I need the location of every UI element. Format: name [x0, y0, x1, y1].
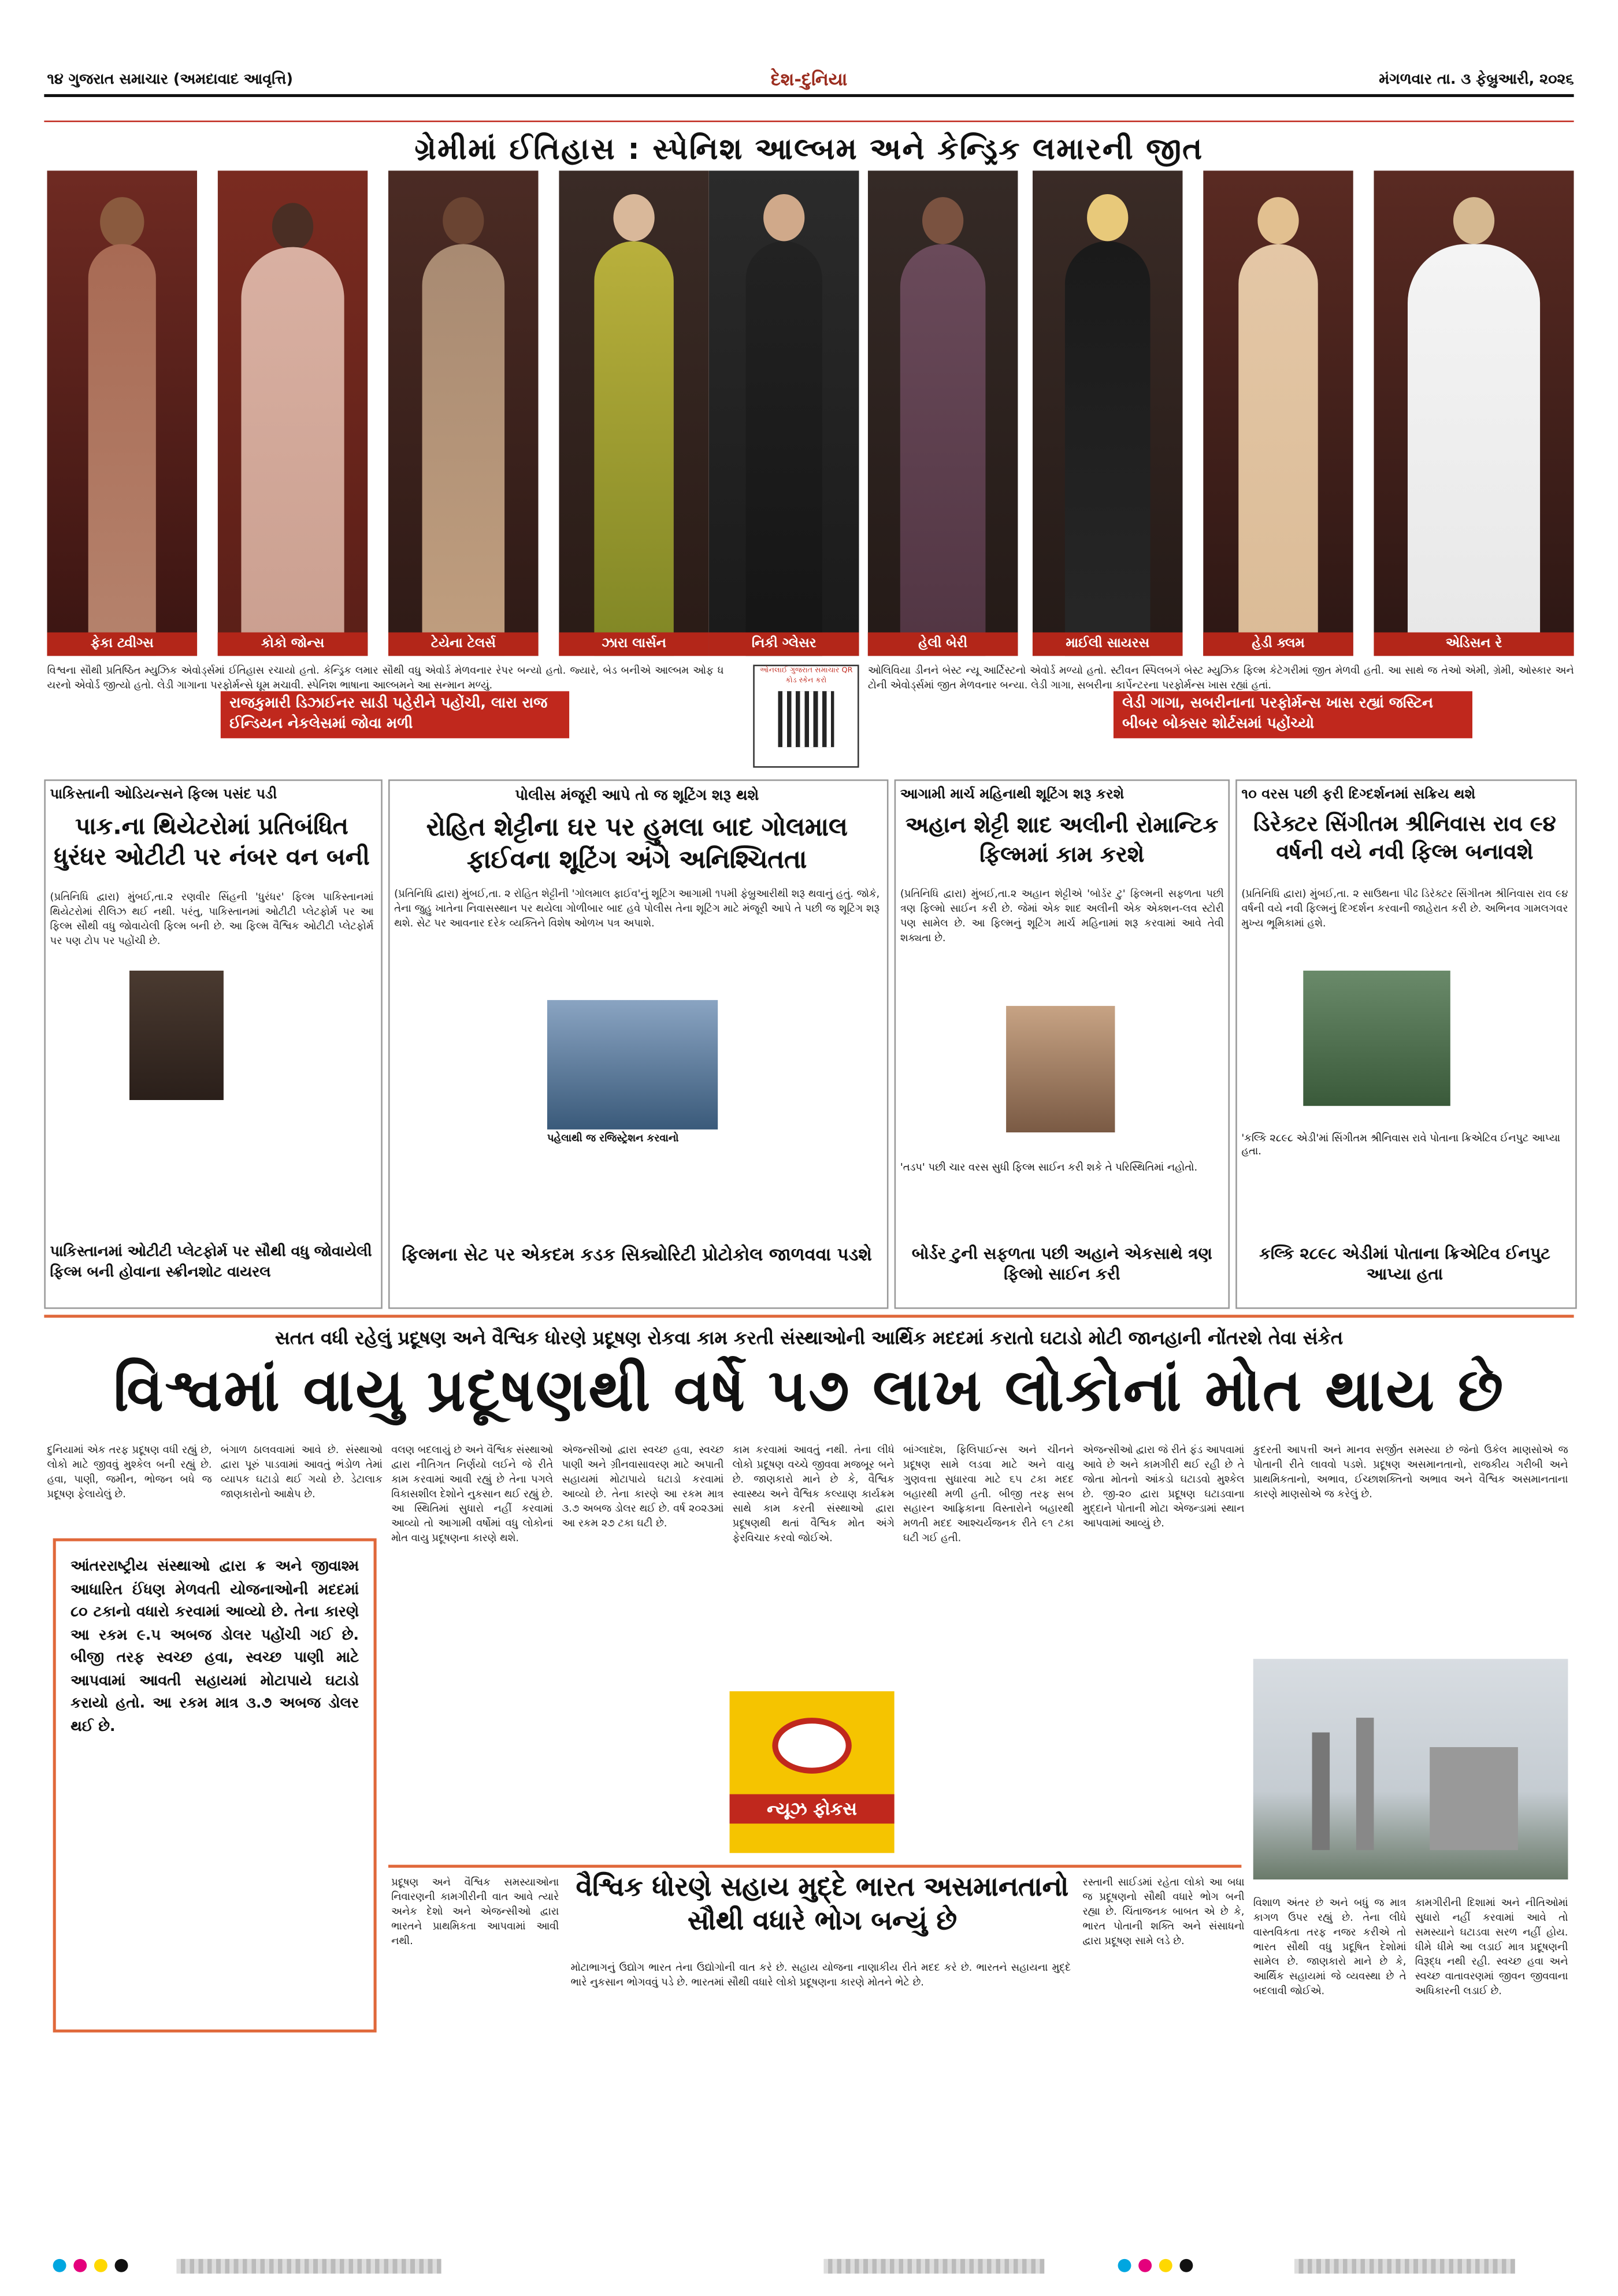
masthead-left: ૧૪ ગુજરાત સમાચાર (અમદાવાદ આવૃત્તિ): [47, 72, 294, 88]
story-3-kicker: આગામી માર્ચ મહિનાથી શૂટિંગ શરૂ કરશે: [900, 786, 1125, 803]
section-label: દેશ-દુનિયા: [770, 69, 848, 90]
story-1-kicker: પાકિસ્તાની ઓડિયન્સને ફિલ્મ પસંદ પડી: [50, 786, 277, 803]
caption-5: નિકી ગ્લેસર: [709, 633, 859, 656]
print-bar-2: [823, 2259, 1044, 2273]
title-rule: [44, 121, 1574, 122]
story-2-photo: [547, 1000, 718, 1130]
story-4-footer: કલ્કિ ૨૮૯૮ એડીમાં પોતાના ક્રિએટિવ ઈનપુટ આપ્યા હતા: [1259, 1244, 1550, 1284]
pollution-body-12: વિશાળ અંતર છે અને બધું જ માત્ર કાગળ ઉપર રહ્યું છે. તેના લીધે વાસ્તવિકતા તરફ નજર કરીએ તો ભારત સૌથી વધુ પ્રદૂષિત દેશોમાં સામેલ છે. જાણકારો માને છે કે, આર્થિક સહાયમાં જે વ્યવસ્થા છે તે બદલાવી જોઈએ.: [1253, 1897, 1407, 1997]
photo-3: [388, 170, 539, 656]
reg-cyan-2: [1118, 2259, 1131, 2272]
reg-yellow: [94, 2259, 107, 2272]
pollution-deck: સતત વધી રહેલું પ્રદૂષણ અને વૈશ્વિક ધોરણે પ્રદૂષણ રોકવા કામ કરતી સંસ્થાઓની આર્થિક મદદમાં કરાતો ઘટાડો મોટી જાનહાની નોંતરશે તેવા સંકેત: [274, 1326, 1344, 1349]
reg-black: [115, 2259, 128, 2272]
subhead-rule: [388, 1865, 1241, 1868]
caption-9: એડિસન રે: [1374, 633, 1574, 656]
news-focus-logo: [730, 1691, 895, 1853]
masthead-rule: [44, 94, 1574, 97]
pollution-body-9: પ્રદૂષણ અને વૈશ્વિક સમસ્યાઓના નિવારણની કામગીરીની વાત આવે ત્યારે અનેક દેશો અને એજન્સીઓ દ્વારા ભારતને પ્રાથમિકતા આપવામાં આવી નથી.: [391, 1876, 559, 1947]
reg-black-2: [1179, 2259, 1193, 2272]
photo-1: [47, 170, 197, 656]
story-3-body: (પ્રતિનિધિ દ્વારા) મુંબઈ,તા.૨ અહાન શેટ્ટીએ 'બોર્ડર ટુ' ફિલ્મની સફળતા પછી ત્રણ ફિલ્મો સાઈન કરી છે. જેમાં એક શાદ અલીની એક એક્શન-લવ સ્ટોરી પણ સામેલ છે. આ ફિલ્મનું શૂટિંગ માર્ચ મહિનામાં શરૂ કરવામાં આવે તેવી શક્યતા છે.: [900, 888, 1224, 944]
caption-8: હેડી ક્લમ: [1203, 633, 1353, 656]
pollution-rule-top: [44, 1315, 1574, 1318]
reg-magenta-2: [1138, 2259, 1152, 2272]
story-1-body: (પ્રતિનિધિ દ્વારા) મુંબઈ,તા.૨ રણવીર સિંહની 'ધુરંધર' ફિલ્મ પાકિસ્તાનમાં થિયેટરોમાં રીલિઝ થઈ નથી. પરંતુ, પાકિસ્તાનમાં ઓટીટી પ્લેટફોર્મ પર આ ફિલ્મ સૌથી વધુ જોવાયેલી ફિલ્મ બની છે. આ ફિલ્મ વૈશ્વિક ઓટીટી પ્લેટફોર્મ પર પણ ટોપ પર પહોંચી છે.: [50, 891, 374, 947]
pollution-quote-box: [53, 1539, 377, 2033]
reg-yellow-2: [1159, 2259, 1172, 2272]
qr-label: ઓનલાઈ ગુજરાત સમાચાર QR કોડ સ્કેન કરો: [759, 666, 853, 685]
pollution-body-6: બાંગ્લાદેશ, ફિલિપાઈન્સ અને ચીનને પ્રદૂષણ સામે લડવા માટે અને વાયુ ગુણવત્તા સુધારવા માટે ૬૫ ટકા મદદ બહારથી મળી હતી. બીજી તરફ સબ સહારન આફ્રિકાના વિસ્તારોને બહારથી મળતી મદદ આશ્ચર્યજનક રીતે ૯૧ ટકા ઘટી ગઈ હતી.: [903, 1444, 1074, 1544]
pollution-subhead: વૈશ્વિક ધોરણે સહાય મુદ્દે ભારત અસમાનતાનો સૌથી વધારે ભોગ બન્યું છે: [576, 1872, 1069, 1938]
story-4-kicker: ૧૦ વરસ પછી ફરી દિગ્દર્શનમાં સક્રિય થશે: [1241, 786, 1476, 803]
grammy-callout-1: રાજકુમારી ડિઝાઈનર સાડી પહેરીને પહોંચી, લારા રાજ ઈન્ડિયન નેકલેસમાં જોવા મળી: [221, 691, 569, 738]
caption-3: ટેયેના ટેલર્સ: [388, 633, 539, 656]
pollution-body-4: એજન્સીઓ દ્વારા સ્વચ્છ હવા, સ્વચ્છ પાણી અને ગ્રીનવાસાવરણ માટે અપાતી સહાયમાં મોટાપાયે ઘટાડો કરવામાં આવ્યો છે. તેના કારણે આ રકમ માત્ર ૩.૭ અબજ ડોલર થઈ છે. વર્ષ ૨૦૨૩માં આ રકમ ૨૭ ટકા ઘટી છે.: [562, 1444, 724, 1529]
story-3-headline: અહાન શેટ્ટી શાદ અલીની રોમાન્ટિક ફિલ્મમાં કામ કરશે: [906, 812, 1219, 867]
photo-8: [1203, 170, 1353, 656]
qr-pattern: [778, 690, 834, 746]
grammy-body-right: ઓલિવિયા ડીનને બેસ્ટ ન્યૂ આર્ટિસ્ટનો એવોર્ડ મળ્યો હતો. સ્ટીવન સ્પિલબર્ગે બેસ્ટ મ્યુઝિક ફિલ્મ કેટેગરીમાં જીત મેળવી હતી. આ સાથે જ તેઓ એમી, ગ્રેમી, ઓસ્કાર અને ટોની એવોર્ડ્સમાં જીત મેળવનાર બન્યા. લેડી ગાગા, સબરીના કાર્પેન્ટરના પરફોર્મન્સ ખાસ રહ્યાં હતાં.: [867, 664, 1574, 692]
pollution-body-5: કામ કરવામાં આવતું નથી. તેના લીધે લોકો પ્રદૂષણ વચ્ચે જીવવા મજબૂર બને છે. જાણકારો માને છે કે, વૈશ્વિક સ્વાસ્થ્ય અને વૈશ્વિક કલ્યાણ કાર્યક્રમ સાથે કામ કરતી સંસ્થાઓ દ્વારા પ્રદૂષણથી થતાં વૈશ્વિક મોત અંગે ફેરવિચાર કરવો જોઈએ.: [732, 1444, 895, 1544]
pollution-body-11: રસ્તાની સાઈડમાં રહેતા લોકો આ બધા જ પ્રદૂષણનો સૌથી વધારે ભોગ બની રહ્યા છે. ચિંતાજનક બાબત એ છે કે, ભારત પોતાની શક્તિ અને સંસાધનો દ્વારા પ્રદૂષણ સામે લડે છે.: [1082, 1876, 1245, 1947]
plant-building: [1430, 1747, 1518, 1850]
chimney-1: [1312, 1733, 1330, 1851]
story-3-footer: બોર્ડર ટુની સફળતા પછી અહાને એકસાથે ત્રણ ફિલ્મો સાઈન કરી: [911, 1244, 1212, 1284]
pollution-quote: આંતરરાષ્ટ્રીય સંસ્થાઓ દ્વારા ક્ર અને જીવાશ્મ આધારિત ઈંધણ મેળવતી યોજનાઓની મદદમાં ૮૦ ટકાનો વધારો કરવામાં આવ્યો છે. તેના કારણે આ રકમ ૯.૫ અબજ ડોલર પહોંચી ગઈ છે. બીજી તરફ સ્વચ્છ હવા, સ્વચ્છ પાણી માટે આપવામાં આવતી સહાયમાં મોટાપાયે ઘટાડો કરાયો હતો. આ રકમ માત્ર ૩.૭ અબજ ડોલર થઈ છે.: [70, 1559, 359, 1735]
reg-magenta: [73, 2259, 87, 2272]
story-2-headline: રોહિત શેટ્ટીના ઘર પર હુમલા બાદ ગોલમાલ ફાઈવના શૂટિંગ અંગે અનિશ્ચિતતા: [426, 813, 848, 875]
print-bar-3: [1294, 2259, 1515, 2273]
pollution-body-7: એજન્સીઓ દ્વારા જે રીતે ફંડ આપવામાં આવે છે અને કામગીરી થઈ રહી છે તે જોતા મોતનો આંકડો ઘટાડવો મુશ્કેલ છે. જી-૨૦ દ્વારા પ્રદૂષણ ઘટાડવાના મુદ્દાને પોતાની મોટા એજન્ડામાં સ્થાન આપવામાં આવ્યું છે.: [1082, 1444, 1245, 1529]
caption-4: ઝારા લાર્સન: [559, 633, 709, 656]
news-focus-label: ન્યૂઝ ફોકસ: [730, 1794, 895, 1823]
grammy-callout-2: લેડી ગાગા, સબરીનાના પરફોર્મન્સ ખાસ રહ્યાં જસ્ટિન બીબર બોક્સર શોર્ટસમાં પહોંચ્યો: [1114, 691, 1472, 738]
pollution-body-3: વલણ બદલાયું છે અને વૈશ્વિક સંસ્થાઓ દ્વારા નીતિગત નિર્ણયો લઈને જે રીતે કામ કરવામાં આવી રહ્યું છે તેના પગલે વિકાસશીલ દેશોને નુકસાન થઈ રહ્યું છે. આ સ્થિતિમાં સુધારો નહીં કરવામાં આવ્યો તો આગામી વર્ષોમાં વધુ લોકોનાં મોત વાયુ પ્રદૂષણના કારણે થશે.: [391, 1444, 554, 1544]
masthead-date: મંગળવાર તા. ૩ ફેબ્રુઆરી, ૨૦૨૬: [1379, 72, 1574, 88]
eye-icon: [772, 1718, 851, 1774]
pollution-headline: વિશ્વમાં વાયુ પ્રદૂષણથી વર્ષે ૫૭ લાખ લોકોનાં મોત થાય છે: [113, 1357, 1505, 1425]
caption-6: હેલી બેરી: [868, 633, 1018, 656]
grammy-body-left: વિશ્વના સૌથી પ્રતિષ્ઠિત મ્યુઝિક એવોર્ડ્સમાં ઈતિહાસ રચાયો હતો. કેન્ડ્રિક લમાર સૌથી વધુ એવોર્ડ મેળવનાર રેપર બન્યો હતો. જ્યારે, બેડ બનીએ આલ્બમ ઓફ ધ યરનો એવોર્ડ જીત્યો હતો. લેડી ગાગાના પરફોર્મન્સે ધૂમ મચાવી. સ્પેનિશ ભાષાના આલ્બમને આ સન્માન મળ્યું.: [47, 664, 724, 692]
print-bar-1: [176, 2259, 441, 2273]
story-4-photo: [1303, 971, 1450, 1106]
pollution-body-10: મોટાભાગનું ઉદ્યોગ ભારત તેના ઉદ્યોગોની વાત કરે છે. સહાય યોજના નાણાકીય રીતે મદદ કરે છે. ભારતને સહાયના મુદ્દે ભારે નુકસાન ભોગવવું પડે છે. ભારતમાં સૌથી વધારે લોકો પ્રદૂષણના કારણે મોતને ભેટે છે.: [570, 1961, 1071, 1989]
story-2-footer: ફિલ્મના સેટ પર એકદમ કડક સિક્યોરિટી પ્રોટોકોલ જાળવવા પડશે: [402, 1244, 872, 1265]
pollution-body-2: બંગાળ ઠાલવવામાં આવે છે. સંસ્થાઓ દ્વારા પૂરું પાડવામાં આવતું ભંડોળ તેમાં વ્યાપક ઘટાડો થઈ ગયો છે. ડેટાલાક જાણકારોનો આક્ષેપ છે.: [220, 1444, 383, 1500]
qr-code[interactable]: [753, 665, 859, 768]
story-4-headline: ડિરેક્ટર સિંગીતમ શ્રીનિવાસ રાવ ૯૪ વર્ષની વયે નવી ફિલ્મ બનાવશે: [1253, 813, 1556, 865]
pollution-body-1: દુનિયામાં એક તરફ પ્રદૂષણ વધી રહ્યું છે, લોકો માટે જીવવું મુશ્કેલ બની રહ્યું છે. હવા, પાણી, જમીન, ભોજન બધે જ પ્રદૂષણ ફેલાયેલું છે.: [47, 1444, 212, 1500]
story-3-caption: 'તડપ' પછી ચાર વરસ સુધી ફિલ્મ સાઈન કરી શકે તે પરિસ્થિતિમાં નહોતો.: [900, 1161, 1198, 1174]
reg-cyan: [53, 2259, 66, 2272]
chimney-2: [1356, 1718, 1374, 1850]
caption-2: કોકો જોન્સ: [218, 633, 368, 656]
story-1-footer: પાકિસ્તાનમાં ઓટીટી પ્લેટફોર્મ પર સૌથી વધુ જોવાયેલી ફિલ્મ બની હોવાના સ્ક્રીનશોટ વાયરલ: [50, 1244, 372, 1280]
caption-1: ફેકા ટ્વીગ્સ: [47, 633, 197, 656]
caption-7: માઈલી સાયરસ: [1033, 633, 1183, 656]
pollution-body-13: કામગીરીની દિશામાં અને નીતિઓમાં સુધારો નહીં કરવામાં આવે તો સમસ્યાને ઘટાડવા સરળ નહીં હોય. ધીમે ધીમે આ લડાઈ માત્ર પ્રદૂષણની વિરૂદ્ધ નથી રહી. સ્વચ્છ હવા અને સ્વચ્છ વાતાવરણમાં જીવન જીવવાના અધિકારની લડાઈ છે.: [1415, 1897, 1568, 1997]
story-2-body: (પ્રતિનિધિ દ્વારા) મુંબઈ,તા. ૨ રોહિત શેટ્ટીની 'ગોલમાલ ફાઈવ'નું શૂટિંગ આગામી ૧૫મી ફેબ્રુઆરીથી શરૂ થવાનું હતું. જોકે, તેના જુહુ ખાતેના નિવાસસ્થાન પર થયેલા ગોળીબાર બાદ હવે પોલીસ તેના શૂટિંગ માટે મંજૂરી આપે તે પછી જ શૂટિંગ શરૂ થશે. સેટ પર આવનાર દરેક વ્યક્તિને વિશેષ ઓળખ પત્ર અપાશે.: [394, 888, 880, 930]
story-2-kicker: પોલીસ મંજૂરી આપે તો જ શૂટિંગ શરૂ થશે: [515, 788, 759, 805]
grammy-title: ગ્રેમીમાં ઈતિહાસ : સ્પેનિશ આલ્બમ અને કેન્ડ્રિક લમારની જીત: [414, 131, 1204, 166]
story-4-caption: 'કલ્કિ ૨૮૯૮ એડી'માં સિંગીતમ શ્રીનિવાસ રાવે પોતાના ક્રિએટિવ ઈનપુટ આપ્યા હતા.: [1241, 1132, 1561, 1158]
photo-2: [218, 170, 368, 656]
story-3-photo: [1006, 1006, 1115, 1132]
pollution-body-8: કુદરતી આપત્તી અને માનવ સર્જીત સમસ્યા છે જેનો ઉકેલ માણસોએ જ પોતાની રીતે લાવવો પડશે. પ્રદૂષણ અસમાનતાનો, રાજકીય ગરીબી અને પ્રાથમિકતાનો, અભાવ, ઈચ્છાશક્તિનો અભાવ અને વૈશ્વિક અસમાનતાના કારણે માણસોએ જ કરેલું છે.: [1253, 1444, 1568, 1500]
story-1-photo: [129, 971, 224, 1100]
factory-photo: [1253, 1659, 1568, 1879]
photo-9: [1374, 170, 1574, 656]
photo-4: [559, 170, 709, 656]
photo-6: [868, 170, 1018, 656]
story-4-body: (પ્રતિનિધિ દ્વારા) મુંબઈ,તા. ૨ સાઉથના પીઢ ડિરેક્ટર સિંગીતમ શ્રીનિવાસ રાવ ૯૪ વર્ષની વયે નવી ફિલ્મનું દિગ્દર્શન કરવાની જાહેરાત કરી છે. અભિનવ ગામલગવર મુખ્ય ભૂમિકામાં હશે.: [1241, 888, 1568, 930]
photo-5: [709, 170, 859, 656]
story-2-caption: પહેલાથી જ રજિસ્ટ્રેશન કરવાનો: [547, 1132, 679, 1145]
photo-7: [1033, 170, 1183, 656]
story-1-headline: પાક.ના થિયેટરોમાં પ્રતિબંધિત ધુરંધર ઓટીટી પર નંબર વન બની: [54, 812, 370, 871]
